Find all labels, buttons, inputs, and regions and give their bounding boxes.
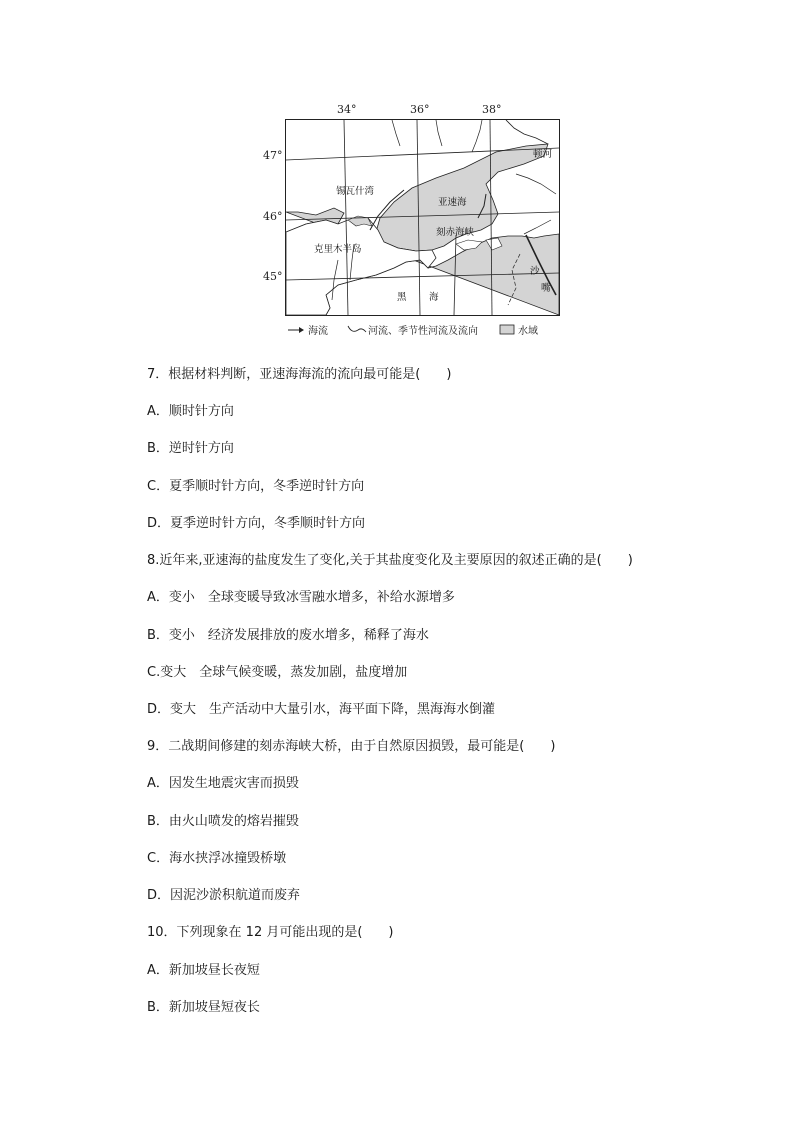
legend-current-label: 海流 xyxy=(308,326,328,337)
question-7-option-d: D．夏季逆时针方向，冬季顺时针方向 xyxy=(147,516,366,531)
question-9-option-a: A．因发生地震灾害而损毁 xyxy=(147,776,299,791)
question-8-option-a: A．变小 全球变暖导致冰雪融水增多，补给水源增多 xyxy=(147,590,455,605)
question-8-option-c: C.变大 全球气候变暖，蒸发加剧，盐度增加 xyxy=(147,665,408,680)
latitude-label-47: 47° xyxy=(263,149,283,162)
label-sand-spit-2: 嘴 xyxy=(541,283,551,294)
map-drawing xyxy=(286,120,559,315)
river-2 xyxy=(524,220,551,234)
latitude-label-46: 46° xyxy=(263,210,283,223)
question-9-option-b: B．由火山喷发的熔岩摧毁 xyxy=(147,814,299,829)
label-azov-sea: 亚速海 xyxy=(438,197,467,208)
question-10-option-a: A．新加坡昼长夜短 xyxy=(147,963,260,978)
label-kerch-strait: 刻赤海峡 xyxy=(436,227,475,238)
river-5 xyxy=(392,120,400,146)
question-7-option-c: C．夏季顺时针方向，冬季逆时针方向 xyxy=(147,479,365,494)
label-crimea: 克里木半岛 xyxy=(314,244,362,255)
question-10-option-b: B．新加坡昼短夜长 xyxy=(147,1000,260,1015)
map-frame xyxy=(285,119,560,316)
question-9-option-d: D．因泥沙淤积航道而废弃 xyxy=(147,888,301,903)
longitude-label-34: 34° xyxy=(337,103,357,116)
label-black-sea-1: 黑 xyxy=(397,292,407,303)
river-4 xyxy=(436,120,442,146)
longitude-label-38: 38° xyxy=(482,103,502,116)
legend-water-label: 水域 xyxy=(518,326,538,337)
label-sivash: 锡瓦什湾 xyxy=(336,186,375,197)
question-9-option-c: C．海水挟浮冰撞毁桥墩 xyxy=(147,851,287,866)
question-10-stem: 10．下列现象在 12 月可能出现的是( ) xyxy=(147,925,394,940)
river-3 xyxy=(472,120,482,152)
question-7-option-a: A．顺时针方向 xyxy=(147,404,234,419)
map-legend xyxy=(286,322,558,338)
river-1 xyxy=(516,174,556,194)
question-8-option-b: B．变小 经济发展排放的废水增多，稀释了海水 xyxy=(147,628,429,643)
question-9-stem: 9．二战期间修建的刻赤海峡大桥，由于自然原因损毁，最可能是( ) xyxy=(147,739,556,754)
latitude-label-45: 45° xyxy=(263,270,283,283)
don-river-line xyxy=(506,120,548,144)
longitude-label-36: 36° xyxy=(410,103,430,116)
question-8-option-d: D．变大 生产活动中大量引水，海平面下降，黑海海水倒灌 xyxy=(147,702,496,717)
question-8-stem: 8.近年来,亚速海的盐度发生了变化,关于其盐度变化及主要原因的叙述正确的是( ) xyxy=(147,553,633,568)
label-sand-spit-1: 沙 xyxy=(530,266,540,277)
map-figure xyxy=(258,98,558,338)
question-7-option-b: B．逆时针方向 xyxy=(147,441,234,456)
question-7-stem: 7．根据材料判断，亚速海海流的流向最可能是( ) xyxy=(147,367,452,382)
legend-river-symbol xyxy=(348,326,366,332)
legend-river-label: 河流、季节性河流及流向 xyxy=(368,326,478,337)
label-don-river: 顿河 xyxy=(533,149,553,160)
label-black-sea-2: 海 xyxy=(429,292,439,303)
legend-water-swatch xyxy=(500,325,514,334)
